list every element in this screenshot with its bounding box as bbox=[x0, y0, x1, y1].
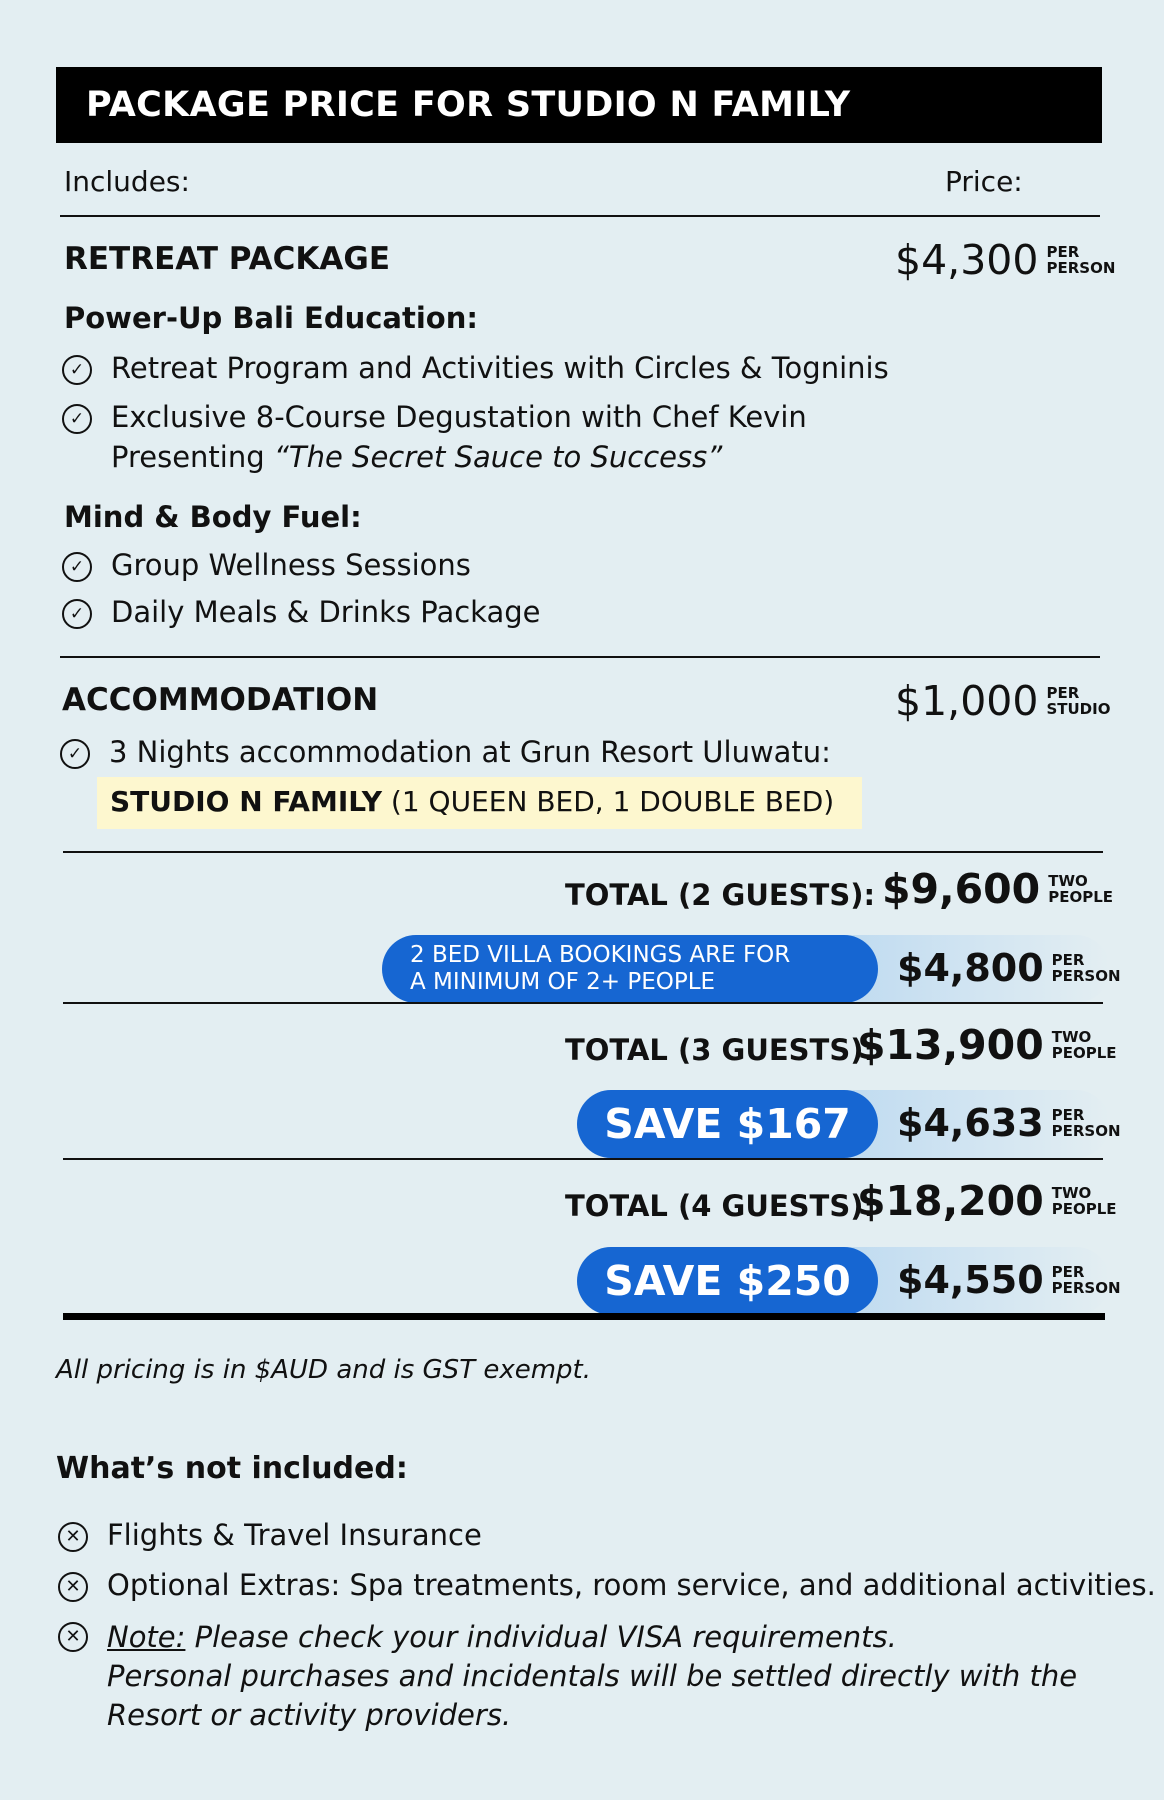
check-circle-icon: ✓ bbox=[60, 739, 90, 769]
includes-header: Includes: bbox=[64, 165, 190, 198]
list-item: ✓ Group Wellness Sessions bbox=[62, 548, 471, 582]
retreat-price-unit: PER PERSON bbox=[1046, 243, 1116, 277]
list-item: ✓ Retreat Program and Activities with Circles & Togninis bbox=[62, 351, 889, 385]
x-circle-icon: ✕ bbox=[58, 1622, 88, 1652]
divider bbox=[63, 1002, 1103, 1004]
price-header: Price: bbox=[945, 165, 1023, 198]
retreat-price bbox=[895, 236, 1115, 284]
total-3-per-person: $4,633 PER PERSON bbox=[897, 1101, 1121, 1145]
divider bbox=[60, 215, 1100, 217]
total-2-per-person: $4,800 PER PERSON bbox=[897, 946, 1121, 990]
total-3-label: TOTAL (3 GUESTS): bbox=[565, 1033, 876, 1067]
list-item: ✕ Note: Please check your individual VISA requirements. Personal purchases and incidentals will be settled directly with the Resort or activity providers. bbox=[58, 1618, 1077, 1735]
total-3-price: $13,900 TWO PEOPLE bbox=[857, 1021, 1117, 1069]
pricing-footnote: All pricing is in $AUD and is GST exempt. bbox=[56, 1355, 592, 1385]
minimum-guests-badge: 2 BED VILLA BOOKINGS ARE FOR A MINIMUM OF 2+ PEOPLE bbox=[382, 935, 878, 1003]
list-item: ✕ Optional Extras: Spa treatments, room service, and additional activities. bbox=[58, 1568, 1156, 1602]
save-badge: SAVE $250 bbox=[577, 1247, 878, 1315]
retreat-heading: RETREAT PACKAGE bbox=[64, 241, 391, 277]
list-item: ✕ Flights & Travel Insurance bbox=[58, 1518, 482, 1552]
total-4-per-person: $4,550 PER PERSON bbox=[897, 1258, 1121, 1302]
total-4-price: $18,200 TWO PEOPLE bbox=[857, 1177, 1117, 1225]
accommodation-heading: ACCOMMODATION bbox=[62, 682, 379, 718]
not-included-heading: What’s not included: bbox=[56, 1451, 408, 1486]
room-type: STUDIO N FAMILY (1 QUEEN BED, 1 DOUBLE BED) bbox=[110, 785, 835, 818]
divider bbox=[63, 851, 1103, 853]
retreat-price-amount: $4,300 bbox=[895, 236, 1039, 284]
divider bbox=[63, 1158, 1103, 1160]
list-item: ✓ 3 Nights accommodation at Grun Resort Uluwatu: bbox=[60, 735, 831, 769]
check-circle-icon: ✓ bbox=[62, 355, 92, 385]
total-2-label: TOTAL (2 GUESTS): bbox=[565, 878, 876, 912]
page-title: PACKAGE PRICE FOR STUDIO N FAMILY bbox=[56, 67, 1102, 143]
note-label: Note: bbox=[107, 1620, 186, 1654]
check-circle-icon: ✓ bbox=[62, 552, 92, 582]
x-circle-icon: ✕ bbox=[58, 1572, 88, 1602]
accommodation-price-unit: PER STUDIO bbox=[1046, 684, 1111, 718]
check-circle-icon: ✓ bbox=[62, 404, 92, 434]
education-heading: Power-Up Bali Education: bbox=[64, 301, 478, 335]
save-badge: SAVE $167 bbox=[577, 1090, 878, 1158]
list-item: ✓ Exclusive 8-Course Degustation with Chef Kevin Presenting “The Secret Sauce to Success” bbox=[62, 400, 807, 480]
divider bbox=[60, 656, 1100, 658]
fuel-heading: Mind & Body Fuel: bbox=[64, 500, 362, 534]
x-circle-icon: ✕ bbox=[58, 1522, 88, 1552]
check-circle-icon: ✓ bbox=[62, 599, 92, 629]
list-item: ✓ Daily Meals & Drinks Package bbox=[62, 595, 540, 629]
divider bbox=[63, 1313, 1105, 1320]
accommodation-price-amount: $1,000 bbox=[895, 677, 1039, 725]
total-4-label: TOTAL (4 GUESTS): bbox=[565, 1189, 876, 1223]
total-2-price: $9,600 TWO PEOPLE bbox=[882, 865, 1114, 913]
accommodation-price bbox=[895, 677, 1110, 725]
